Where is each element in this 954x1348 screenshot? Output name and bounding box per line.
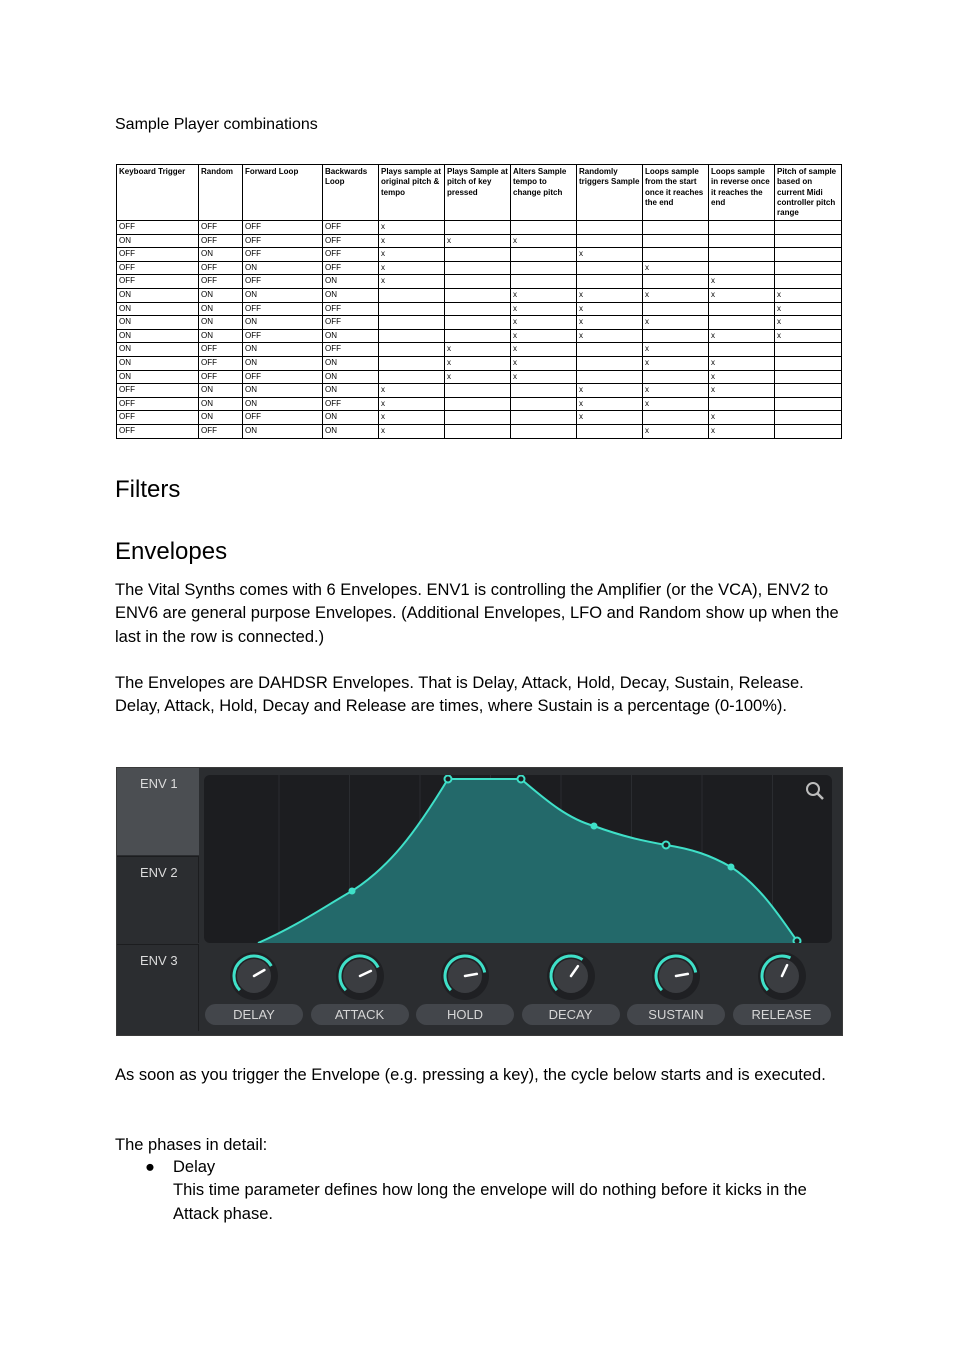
table-body <box>117 221 842 439</box>
table-cell: x <box>577 397 643 411</box>
table-cell: ON <box>199 384 243 398</box>
table-cell: OFF <box>199 424 243 438</box>
delay-knob[interactable] <box>229 951 279 1001</box>
table-cell: x <box>643 343 709 357</box>
table-row <box>117 316 842 330</box>
table-header-cell: Alters Sample tempo to change pitch <box>511 165 577 221</box>
dahdsr-paragraph: The Envelopes are DAHDSR Envelopes. That is Delay, Attack, Hold, Decay, Sustain, Release. Delay, Attack, Hold, Decay and Release are times, where Sustain is a percentage (0-100%). <box>115 674 804 716</box>
table-cell: OFF <box>243 370 323 384</box>
table-cell <box>775 424 842 438</box>
table-cell <box>775 221 842 235</box>
table-cell <box>511 411 577 425</box>
table-cell <box>709 397 775 411</box>
table-cell: OFF <box>199 275 243 289</box>
table-cell: OFF <box>323 397 379 411</box>
table-cell <box>577 343 643 357</box>
table-cell <box>577 261 643 275</box>
table-cell: x <box>577 384 643 398</box>
table-cell <box>709 234 775 248</box>
table-cell <box>511 384 577 398</box>
table-row <box>117 424 842 438</box>
table-cell <box>445 221 511 235</box>
table-cell <box>775 343 842 357</box>
table-row <box>117 302 842 316</box>
table-cell <box>775 384 842 398</box>
table-cell: ON <box>323 384 379 398</box>
table-header-cell: Keyboard Trigger <box>117 165 199 221</box>
table-cell <box>577 275 643 289</box>
table-cell <box>643 248 709 262</box>
table-cell: x <box>709 329 775 343</box>
table-header-cell: Loops sample from the start once it reaches the end <box>643 165 709 221</box>
table-cell <box>709 343 775 357</box>
table-cell: OFF <box>117 261 199 275</box>
table-header-cell: Randomly triggers Sample <box>577 165 643 221</box>
table-cell <box>709 261 775 275</box>
table-cell: ON <box>243 356 323 370</box>
envelope-editor-screenshot <box>116 767 843 1036</box>
curve-handle <box>728 864 735 871</box>
table-cell: OFF <box>323 316 379 330</box>
table-cell: ON <box>199 411 243 425</box>
table-cell <box>709 316 775 330</box>
table-cell <box>709 302 775 316</box>
curve-handle <box>349 888 356 895</box>
table-cell: ON <box>243 384 323 398</box>
table-cell: ON <box>323 288 379 302</box>
hold-label: HOLD <box>416 1004 514 1025</box>
table-cell <box>445 248 511 262</box>
table-row <box>117 384 842 398</box>
hold-knob[interactable] <box>440 951 490 1001</box>
table-cell: OFF <box>199 356 243 370</box>
table-cell: ON <box>117 288 199 302</box>
table-cell <box>709 221 775 235</box>
table-cell: ON <box>323 275 379 289</box>
table-header-cell: Plays Sample at pitch of key pressed <box>445 165 511 221</box>
table-cell: x <box>445 234 511 248</box>
table-cell: OFF <box>199 234 243 248</box>
list-item <box>145 1156 853 1226</box>
table-cell: OFF <box>323 261 379 275</box>
table-cell: x <box>379 261 445 275</box>
table-cell: OFF <box>199 221 243 235</box>
table-cell: ON <box>117 316 199 330</box>
table-cell: x <box>379 275 445 289</box>
control-point <box>794 938 801 944</box>
table-cell <box>643 234 709 248</box>
control-point <box>518 776 525 783</box>
table-cell <box>643 221 709 235</box>
table-cell: OFF <box>199 261 243 275</box>
table-cell: x <box>445 356 511 370</box>
table-cell <box>775 370 842 384</box>
table-cell <box>511 275 577 289</box>
table-cell <box>379 343 445 357</box>
table-header-cell: Random <box>199 165 243 221</box>
table-cell: OFF <box>323 221 379 235</box>
knob-row <box>204 949 832 1029</box>
table-cell <box>445 424 511 438</box>
table-cell <box>643 302 709 316</box>
table-cell: ON <box>323 370 379 384</box>
table-cell: x <box>643 397 709 411</box>
table-row <box>117 248 842 262</box>
table-cell: OFF <box>117 424 199 438</box>
table-cell <box>775 356 842 370</box>
table-cell: x <box>643 261 709 275</box>
table-cell: x <box>445 343 511 357</box>
table-cell: ON <box>243 316 323 330</box>
table-cell <box>643 411 709 425</box>
attack-knob[interactable] <box>335 951 385 1001</box>
table-cell: OFF <box>117 248 199 262</box>
table-cell: x <box>577 248 643 262</box>
table-cell: x <box>709 288 775 302</box>
table-cell <box>511 221 577 235</box>
table-cell: x <box>577 411 643 425</box>
table-header-cell: Pitch of sample based on current Midi controller pitch range <box>775 165 842 221</box>
table-cell: ON <box>199 288 243 302</box>
table-row <box>117 329 842 343</box>
table-cell: x <box>775 329 842 343</box>
table-cell <box>445 329 511 343</box>
table-cell: ON <box>323 356 379 370</box>
phases-intro: The phases in detail: <box>115 1136 268 1154</box>
sample-player-table <box>116 164 842 439</box>
table-cell: ON <box>117 356 199 370</box>
phase-list <box>145 1156 853 1226</box>
table-cell: OFF <box>243 411 323 425</box>
table-row <box>117 343 842 357</box>
decay-label: DECAY <box>522 1004 620 1025</box>
envelopes-intro-paragraph: The Vital Synths comes with 6 Envelopes. ENV1 is controlling the Amplifier (or the VCA), ENV2 to ENV6 are general purpose Envelopes. (Additional Envelopes, LFO and Random show up when the last in the row is connected.) <box>115 581 839 646</box>
table-cell <box>379 288 445 302</box>
table-cell: OFF <box>243 248 323 262</box>
curve-handle <box>591 823 598 830</box>
table-cell <box>577 356 643 370</box>
table-cell <box>643 370 709 384</box>
table-cell: x <box>379 411 445 425</box>
table-cell: x <box>643 356 709 370</box>
table-cell: x <box>577 302 643 316</box>
table-cell: x <box>709 424 775 438</box>
table-cell: x <box>511 343 577 357</box>
table-cell: OFF <box>243 329 323 343</box>
table-cell <box>775 234 842 248</box>
table-cell <box>643 275 709 289</box>
table-cell: ON <box>243 343 323 357</box>
table-row <box>117 397 842 411</box>
table-cell: x <box>643 316 709 330</box>
table-cell: x <box>709 275 775 289</box>
table-cell: x <box>511 302 577 316</box>
table-cell: ON <box>199 248 243 262</box>
table-cell: x <box>511 370 577 384</box>
table-cell: OFF <box>117 397 199 411</box>
table-cell <box>445 384 511 398</box>
table-cell <box>775 248 842 262</box>
table-cell: OFF <box>117 411 199 425</box>
table-cell: x <box>379 424 445 438</box>
table-row <box>117 411 842 425</box>
table-header-cell: Plays sample at original pitch & tempo <box>379 165 445 221</box>
table-cell <box>577 370 643 384</box>
table-header-cell: Forward Loop <box>243 165 323 221</box>
table-cell <box>445 275 511 289</box>
table-cell: x <box>511 356 577 370</box>
table-cell: ON <box>199 397 243 411</box>
table-cell <box>445 316 511 330</box>
bullet-dot: ● <box>145 1158 155 1176</box>
table-cell: x <box>379 221 445 235</box>
table-cell: ON <box>323 411 379 425</box>
table-cell: x <box>775 302 842 316</box>
table-cell: ON <box>323 424 379 438</box>
table-cell: OFF <box>323 343 379 357</box>
table-cell <box>775 411 842 425</box>
table-row <box>117 261 842 275</box>
table-cell: x <box>379 397 445 411</box>
sustain-knob[interactable] <box>651 951 701 1001</box>
envelope-graph[interactable] <box>204 775 832 943</box>
table-cell: OFF <box>243 302 323 316</box>
table-cell: ON <box>323 329 379 343</box>
table-cell: ON <box>243 397 323 411</box>
table-row <box>117 221 842 235</box>
table-cell <box>379 370 445 384</box>
table-row <box>117 234 842 248</box>
table-cell: ON <box>243 261 323 275</box>
table-cell: ON <box>199 316 243 330</box>
table-cell: x <box>379 384 445 398</box>
table-row <box>117 288 842 302</box>
table-cell: x <box>577 329 643 343</box>
table-header-cell: Loops sample in reverse once it reaches the end <box>709 165 775 221</box>
sample-player-title: Sample Player combinations <box>115 116 318 133</box>
table-cell: x <box>379 234 445 248</box>
table-cell: OFF <box>323 234 379 248</box>
table-cell: ON <box>243 424 323 438</box>
table-row <box>117 275 842 289</box>
table-header-cell: Backwards Loop <box>323 165 379 221</box>
tab-env3[interactable]: ENV 3 <box>117 944 199 1031</box>
attack-label: ATTACK <box>311 1004 409 1025</box>
bullet-title: Delay <box>173 1158 216 1176</box>
table-cell: ON <box>117 370 199 384</box>
table-cell: x <box>643 424 709 438</box>
table-cell <box>643 329 709 343</box>
table-cell: ON <box>117 302 199 316</box>
table-cell: x <box>379 248 445 262</box>
control-point <box>663 842 670 849</box>
table-cell <box>775 397 842 411</box>
table-cell: x <box>511 316 577 330</box>
table-cell <box>577 234 643 248</box>
table-cell <box>709 248 775 262</box>
decay-knob[interactable] <box>546 951 596 1001</box>
table-cell: x <box>775 288 842 302</box>
table-cell: OFF <box>323 248 379 262</box>
table-cell <box>445 261 511 275</box>
tab-env2[interactable]: ENV 2 <box>117 856 199 943</box>
control-point <box>445 776 452 783</box>
table-row <box>117 370 842 384</box>
table-cell: x <box>643 384 709 398</box>
table-cell: x <box>511 329 577 343</box>
table-cell: x <box>643 288 709 302</box>
table-cell <box>577 221 643 235</box>
table-cell: OFF <box>117 275 199 289</box>
filters-heading: Filters <box>115 476 181 503</box>
table-cell: x <box>577 288 643 302</box>
table-cell: OFF <box>323 302 379 316</box>
table-cell <box>511 397 577 411</box>
trigger-paragraph: As soon as you trigger the Envelope (e.g. pressing a key), the cycle below starts and is executed. <box>115 1066 826 1084</box>
bullet-text: This time parameter defines how long the envelope will do nothing before it kicks in the Attack phase. <box>173 1181 807 1223</box>
sustain-label: SUSTAIN <box>627 1004 725 1025</box>
table-cell: ON <box>199 302 243 316</box>
table-cell: x <box>445 370 511 384</box>
envelopes-heading: Envelopes <box>115 538 228 565</box>
table-cell: x <box>709 370 775 384</box>
table-cell: x <box>511 234 577 248</box>
table-cell <box>379 316 445 330</box>
table-cell: OFF <box>199 343 243 357</box>
table-cell: x <box>709 384 775 398</box>
table-cell: x <box>709 356 775 370</box>
table-cell: x <box>511 288 577 302</box>
table-row <box>117 356 842 370</box>
table-cell: OFF <box>117 221 199 235</box>
delay-label: DELAY <box>205 1004 303 1025</box>
release-label: RELEASE <box>733 1004 831 1025</box>
table-cell <box>511 261 577 275</box>
table-cell: ON <box>243 288 323 302</box>
table-cell <box>775 275 842 289</box>
table-cell <box>379 356 445 370</box>
table-cell <box>445 288 511 302</box>
table-cell <box>577 424 643 438</box>
tab-env1[interactable]: ENV 1 <box>117 768 199 855</box>
table-cell <box>445 411 511 425</box>
table-cell <box>445 302 511 316</box>
zoom-icon <box>807 783 823 799</box>
table-cell: ON <box>117 329 199 343</box>
table-header-row <box>117 165 842 221</box>
table-cell: ON <box>117 343 199 357</box>
release-knob[interactable] <box>757 951 807 1001</box>
envelope-fill <box>258 779 797 943</box>
table-cell: OFF <box>243 221 323 235</box>
table-cell: OFF <box>243 234 323 248</box>
table-cell <box>511 424 577 438</box>
table-cell: ON <box>117 234 199 248</box>
table-cell <box>511 248 577 262</box>
table-cell: OFF <box>199 370 243 384</box>
table-cell: OFF <box>117 384 199 398</box>
table-cell <box>379 302 445 316</box>
table-cell <box>445 397 511 411</box>
table-cell <box>379 329 445 343</box>
table-cell: ON <box>199 329 243 343</box>
table-cell: x <box>709 411 775 425</box>
table-cell <box>775 261 842 275</box>
table-cell: OFF <box>243 275 323 289</box>
table-cell: x <box>577 316 643 330</box>
table-cell: x <box>775 316 842 330</box>
